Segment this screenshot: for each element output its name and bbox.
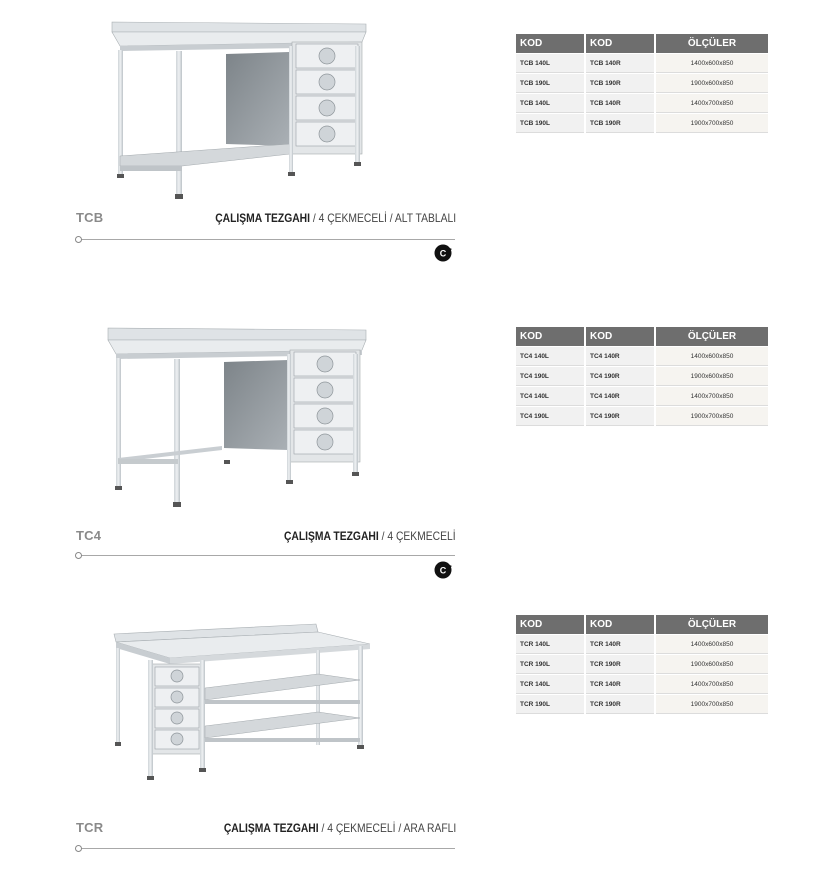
table-row <box>516 675 768 694</box>
table-row <box>516 635 768 654</box>
dimensions-cell: 1400x600x850 <box>656 54 768 73</box>
product-title-bold: ÇALIŞMA TEZGAHI <box>215 211 310 225</box>
workbench-tcr-image <box>108 620 378 780</box>
table-row <box>516 387 768 406</box>
table-row <box>516 695 768 714</box>
table-row <box>516 74 768 93</box>
certification-mark-icon <box>433 560 453 580</box>
code-left-cell: TC4 190L <box>516 407 584 426</box>
dimensions-cell: 1400x600x850 <box>656 347 768 366</box>
certification-mark-icon <box>433 243 453 263</box>
code-right-cell: TCB 190R <box>586 114 654 133</box>
code-left-cell: TCB 190L <box>516 114 584 133</box>
code-left-cell: TCB 140L <box>516 54 584 73</box>
table-row <box>516 114 768 133</box>
code-right-cell: TC4 140R <box>586 387 654 406</box>
dimensions-cell: 1900x600x850 <box>656 367 768 386</box>
dimensions-cell: 1900x600x850 <box>656 655 768 674</box>
dimensions-cell: 1900x600x850 <box>656 74 768 93</box>
product-code: TC4 <box>76 528 102 543</box>
dimensions-cell: 1400x600x850 <box>656 635 768 654</box>
header-code-right: KOD <box>586 615 654 634</box>
workbench-tc4-image <box>104 322 379 512</box>
spec-table-tcb <box>514 33 770 134</box>
product-caption <box>76 528 456 550</box>
product-code: TCR <box>76 820 104 835</box>
divider-dot <box>75 236 82 243</box>
code-right-cell: TC4 190R <box>586 407 654 426</box>
caption-divider <box>77 239 455 240</box>
spec-table-tcr <box>514 614 770 715</box>
dimensions-cell: 1400x700x850 <box>656 675 768 694</box>
code-left-cell: TCR 190L <box>516 655 584 674</box>
product-title <box>224 821 456 835</box>
code-right-cell: TCB 190R <box>586 74 654 93</box>
table-row <box>516 407 768 426</box>
divider-dot <box>75 552 82 559</box>
product-code: TCB <box>76 210 104 225</box>
dimensions-cell: 1400x700x850 <box>656 387 768 406</box>
spec-table-tc4 <box>514 326 770 427</box>
dimensions-cell: 1900x700x850 <box>656 695 768 714</box>
workbench-tcb-image <box>104 16 379 216</box>
product-title-rest: / 4 ÇEKMECELİ <box>379 529 456 543</box>
table-row <box>516 54 768 73</box>
code-right-cell: TC4 140R <box>586 347 654 366</box>
table-row <box>516 347 768 366</box>
code-right-cell: TCB 140R <box>586 54 654 73</box>
product-caption <box>76 210 456 232</box>
product-title-bold: ÇALIŞMA TEZGAHI <box>223 821 319 835</box>
code-left-cell: TCR 140L <box>516 675 584 694</box>
header-code-right: KOD <box>586 327 654 346</box>
code-right-cell: TCR 190R <box>586 695 654 714</box>
table-row <box>516 367 768 386</box>
table-row <box>516 655 768 674</box>
code-left-cell: TC4 140L <box>516 387 584 406</box>
dimensions-cell: 1900x700x850 <box>656 407 768 426</box>
product-title-bold: ÇALIŞMA TEZGAHI <box>284 529 380 543</box>
caption-divider <box>77 848 455 849</box>
product-title <box>215 211 456 225</box>
header-code-left: KOD <box>516 327 584 346</box>
divider-dot <box>75 845 82 852</box>
code-right-cell: TCR 140R <box>586 675 654 694</box>
code-right-cell: TCB 140R <box>586 94 654 113</box>
svg-text:C: C <box>439 248 447 259</box>
caption-divider <box>77 555 455 556</box>
product-caption <box>76 820 456 842</box>
code-left-cell: TCB 190L <box>516 74 584 93</box>
code-right-cell: TCR 140R <box>586 635 654 654</box>
dimensions-cell: 1900x700x850 <box>656 114 768 133</box>
code-right-cell: TCR 190R <box>586 655 654 674</box>
header-code-left: KOD <box>516 615 584 634</box>
code-left-cell: TCR 140L <box>516 635 584 654</box>
header-dimensions: ÖLÇÜLER <box>656 34 768 53</box>
product-title <box>284 529 456 543</box>
header-dimensions: ÖLÇÜLER <box>656 615 768 634</box>
code-left-cell: TC4 140L <box>516 347 584 366</box>
product-title-rest: / 4 ÇEKMECELİ / ALT TABLALI <box>309 211 456 225</box>
header-code-left: KOD <box>516 34 584 53</box>
header-dimensions: ÖLÇÜLER <box>656 327 768 346</box>
code-left-cell: TCB 140L <box>516 94 584 113</box>
code-left-cell: TC4 190L <box>516 367 584 386</box>
svg-text:C: C <box>439 565 447 576</box>
table-row <box>516 94 768 113</box>
code-left-cell: TCR 190L <box>516 695 584 714</box>
product-title-rest: / 4 ÇEKMECELİ / ARA RAFLI <box>318 821 456 835</box>
code-right-cell: TC4 190R <box>586 367 654 386</box>
header-code-right: KOD <box>586 34 654 53</box>
dimensions-cell: 1400x700x850 <box>656 94 768 113</box>
